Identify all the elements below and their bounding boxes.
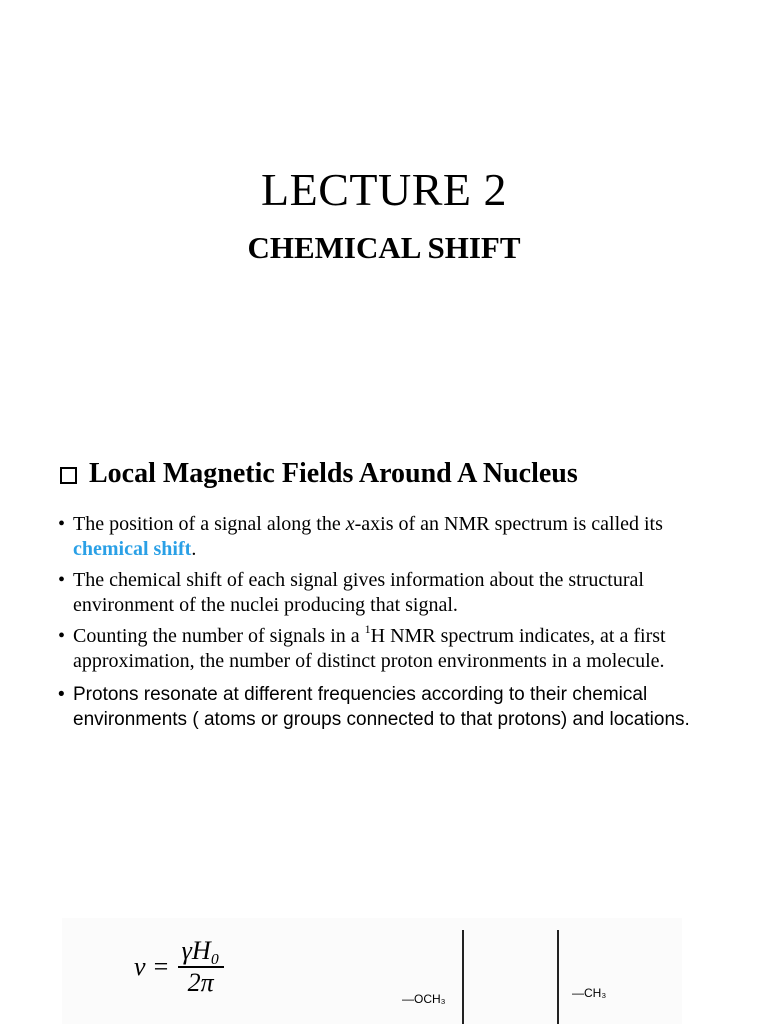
formula-lhs: ν = [134, 952, 170, 981]
formula-numerator: γH₀ [181, 936, 220, 965]
section-heading [60, 456, 760, 492]
checkbox-bullet-icon [60, 467, 77, 484]
bullet-text: -axis of an NMR spectrum is called its [354, 513, 663, 535]
bullet-item [58, 512, 718, 562]
highlighted-term: chemical shift [73, 538, 192, 560]
lecture-title: LECTURE 2 [261, 164, 507, 215]
bullet-item [58, 568, 718, 618]
peak-label: —CH₃ [572, 986, 607, 1000]
bullet-text: Protons resonate at different frequencies according to their chemical environments ( atoms or groups connected to that protons) and locations. [73, 684, 690, 730]
frequency-formula [134, 936, 224, 998]
bullet-text: H NMR spectrum indicates, at a first approximation, the number of distinct proton environments in a molecule. [73, 625, 666, 672]
bullet-italic: x [345, 513, 355, 535]
section-heading-text: Local Magnetic Fields Around A Nucleus [89, 458, 578, 489]
bullet-dot-icon: • [58, 513, 66, 535]
bullet-item [58, 682, 718, 732]
spectrum-peak [462, 930, 464, 1024]
bullet-dot-icon: • [58, 684, 65, 705]
superscript: 1 [364, 622, 371, 637]
bullet-text: . [191, 538, 197, 560]
bullet-list [58, 512, 718, 738]
bullet-dot-icon: • [58, 569, 66, 591]
bullet-text: The chemical shift of each signal gives information about the structural environment of the nuclei producing that signal. [73, 569, 644, 616]
formula-denominator: 2π [187, 968, 214, 997]
formula-fraction [178, 936, 224, 998]
bullet-text: Counting the number of signals in a [73, 625, 365, 647]
bullet-item [58, 624, 718, 674]
bullet-dot-icon: • [58, 625, 66, 647]
spectrum-peak [557, 930, 559, 1024]
peak-label: —OCH₃ [402, 992, 446, 1006]
nmr-figure [62, 918, 682, 1024]
lecture-subtitle: CHEMICAL SHIFT [247, 230, 521, 265]
bullet-text: The position of a signal along the [73, 513, 346, 535]
